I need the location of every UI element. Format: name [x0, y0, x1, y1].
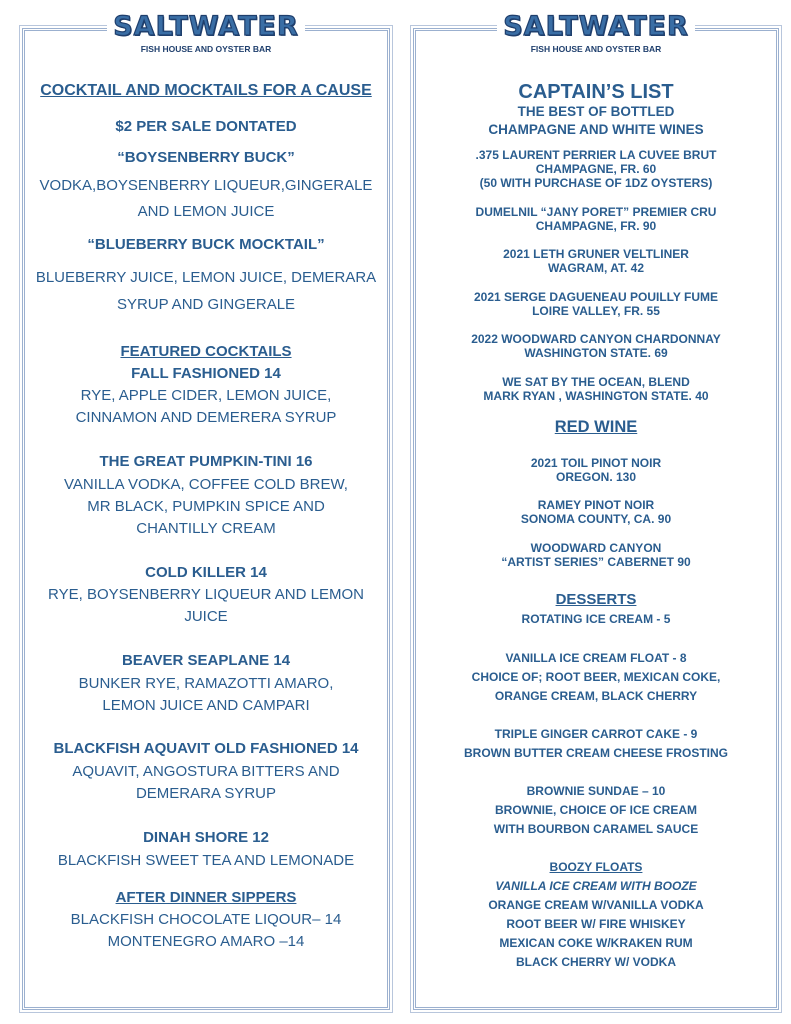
- captains-subheading: THE BEST OF BOTTLED: [517, 104, 675, 119]
- wine-line: .375 LAURENT PERRIER LA CUVEE BRUT: [475, 148, 717, 162]
- wine-line: SONOMA COUNTY, CA. 90: [520, 512, 672, 526]
- wine-line: “ARTIST SERIES” CABERNET 90: [501, 555, 691, 569]
- dessert-line: BROWN BUTTER CREAM CHEESE FROSTING: [464, 746, 728, 760]
- captains-heading: CAPTAIN’S LIST: [518, 81, 674, 103]
- saltwater-logo: [25, 11, 387, 54]
- wine-line: MARK RYAN , WASHINGTON STATE. 40: [483, 389, 709, 403]
- blueberry-name: “BLUEBERRY BUCK MOCKTAIL”: [87, 236, 325, 253]
- cocktail-name: COLD KILLER 14: [145, 564, 267, 581]
- wine-line: (50 WITH PURCHASE OF 1DZ OYSTERS): [479, 176, 713, 190]
- cocktail-desc: BLACKFISH SWEET TEA AND LEMONADE: [57, 852, 355, 869]
- captains-subheading: CHAMPAGNE AND WHITE WINES: [488, 122, 704, 137]
- dessert-line: BROWNIE SUNDAE – 10: [526, 784, 666, 798]
- logo-title: SALTWATER: [107, 11, 305, 42]
- wine-line: 2021 SERGE DAGUENEAU POUILLY FUME: [473, 290, 719, 304]
- boozy-floats-heading: BOOZY FLOATS: [549, 860, 643, 874]
- wine-line: 2022 WOODWARD CANYON CHARDONNAY: [471, 332, 721, 346]
- saltwater-logo: [416, 11, 776, 54]
- dessert-line: BROWNIE, CHOICE OF ICE CREAM: [494, 803, 697, 817]
- float-item: ORANGE CREAM W/VANILLA VODKA: [488, 898, 704, 912]
- wine-line: LOIRE VALLEY, FR. 55: [532, 304, 660, 318]
- sippers-heading: AFTER DINNER SIPPERS: [115, 889, 297, 906]
- blueberry-desc-2: SYRUP AND GINGERALE: [116, 296, 296, 313]
- cocktail-desc: RYE, APPLE CIDER, LEMON JUICE,: [80, 387, 332, 404]
- dessert-line: TRIPLE GINGER CARROT CAKE - 9: [494, 727, 698, 741]
- dessert-line: CHOICE OF; ROOT BEER, MEXICAN COKE,: [471, 670, 721, 684]
- wine-line: 2021 TOIL PINOT NOIR: [530, 456, 662, 470]
- boysenberry-name: “BOYSENBERRY BUCK”: [117, 149, 295, 166]
- dessert-line: ORANGE CREAM, BLACK CHERRY: [494, 689, 698, 703]
- float-item: MEXICAN COKE W/KRAKEN RUM: [499, 936, 693, 950]
- cocktail-desc: VANILLA VODKA, COFFEE COLD BREW,: [64, 476, 348, 493]
- dessert-line: ROTATING ICE CREAM - 5: [521, 612, 671, 626]
- red-wine-heading: RED WINE: [554, 418, 638, 436]
- sipper-item: MONTENEGRO AMARO –14: [107, 933, 305, 950]
- cause-heading: COCKTAIL AND MOCKTAILS FOR A CAUSE: [40, 82, 372, 99]
- boysenberry-desc-1: VODKA,BOYSENBERRY LIQUEUR,GINGERALE: [39, 177, 373, 194]
- float-item: BLACK CHERRY W/ VODKA: [515, 955, 676, 969]
- cocktail-desc: LEMON JUICE AND CAMPARI: [102, 697, 310, 714]
- dessert-line: WITH BOURBON CARAMEL SAUCE: [493, 822, 699, 836]
- cocktail-name: THE GREAT PUMPKIN-TINI 16: [99, 453, 313, 470]
- wine-line: WE SAT BY THE OCEAN, BLEND: [502, 375, 690, 389]
- right-menu-panel: [413, 11, 779, 1010]
- logo-subtitle: FISH HOUSE AND OYSTER BAR: [530, 44, 662, 54]
- left-menu-panel: [22, 11, 390, 1010]
- cause-donation: $2 PER SALE DONTATED: [115, 118, 297, 135]
- wine-line: CHAMPAGNE, FR. 90: [535, 219, 657, 233]
- cocktail-desc: DEMERARA SYRUP: [135, 785, 277, 802]
- wine-line: WOODWARD CANYON: [530, 541, 662, 555]
- wine-line: DUMELNIL “JANY PORET” PREMIER CRU: [475, 205, 717, 219]
- featured-heading: FEATURED COCKTAILS: [120, 343, 292, 360]
- cocktail-desc: BUNKER RYE, RAMAZOTTI AMARO,: [78, 675, 334, 692]
- cocktail-desc: RYE, BOYSENBERRY LIQUEUR AND LEMON: [48, 586, 364, 603]
- logo-title: SALTWATER: [497, 11, 695, 42]
- wine-line: WAGRAM, AT. 42: [547, 261, 644, 275]
- float-item: ROOT BEER W/ FIRE WHISKEY: [506, 917, 686, 931]
- cocktail-desc: MR BLACK, PUMPKIN SPICE AND: [87, 498, 325, 515]
- logo-subtitle: FISH HOUSE AND OYSTER BAR: [140, 44, 272, 54]
- wine-line: OREGON. 130: [555, 470, 637, 484]
- sipper-item: BLACKFISH CHOCOLATE LIQOUR– 14: [70, 911, 342, 928]
- dessert-line: VANILLA ICE CREAM FLOAT - 8: [505, 651, 687, 665]
- boozy-floats-subtitle: VANILLA ICE CREAM WITH BOOZE: [495, 879, 697, 893]
- boysenberry-desc-2: AND LEMON JUICE: [137, 203, 275, 220]
- wine-line: CHAMPAGNE, FR. 60: [535, 162, 657, 176]
- wine-line: RAMEY PINOT NOIR: [537, 498, 655, 512]
- blueberry-desc-1: BLUEBERRY JUICE, LEMON JUICE, DEMERARA: [35, 269, 377, 286]
- cocktail-desc: CINNAMON AND DEMERERA SYRUP: [75, 409, 337, 426]
- cocktail-desc: CHANTILLY CREAM: [136, 520, 276, 537]
- cocktail-name: FALL FASHIONED 14: [131, 365, 281, 382]
- wine-line: 2021 LETH GRUNER VELTLINER: [503, 247, 689, 261]
- cocktail-name: BEAVER SEAPLANE 14: [121, 652, 291, 669]
- cocktail-name: DINAH SHORE 12: [143, 829, 269, 846]
- cocktail-name: BLACKFISH AQUAVIT OLD FASHIONED 14: [53, 740, 359, 757]
- cocktail-desc: AQUAVIT, ANGOSTURA BITTERS AND: [72, 763, 340, 780]
- desserts-heading: DESSERTS: [555, 591, 637, 608]
- cocktail-desc: JUICE: [184, 608, 228, 625]
- wine-line: WASHINGTON STATE. 69: [524, 346, 668, 360]
